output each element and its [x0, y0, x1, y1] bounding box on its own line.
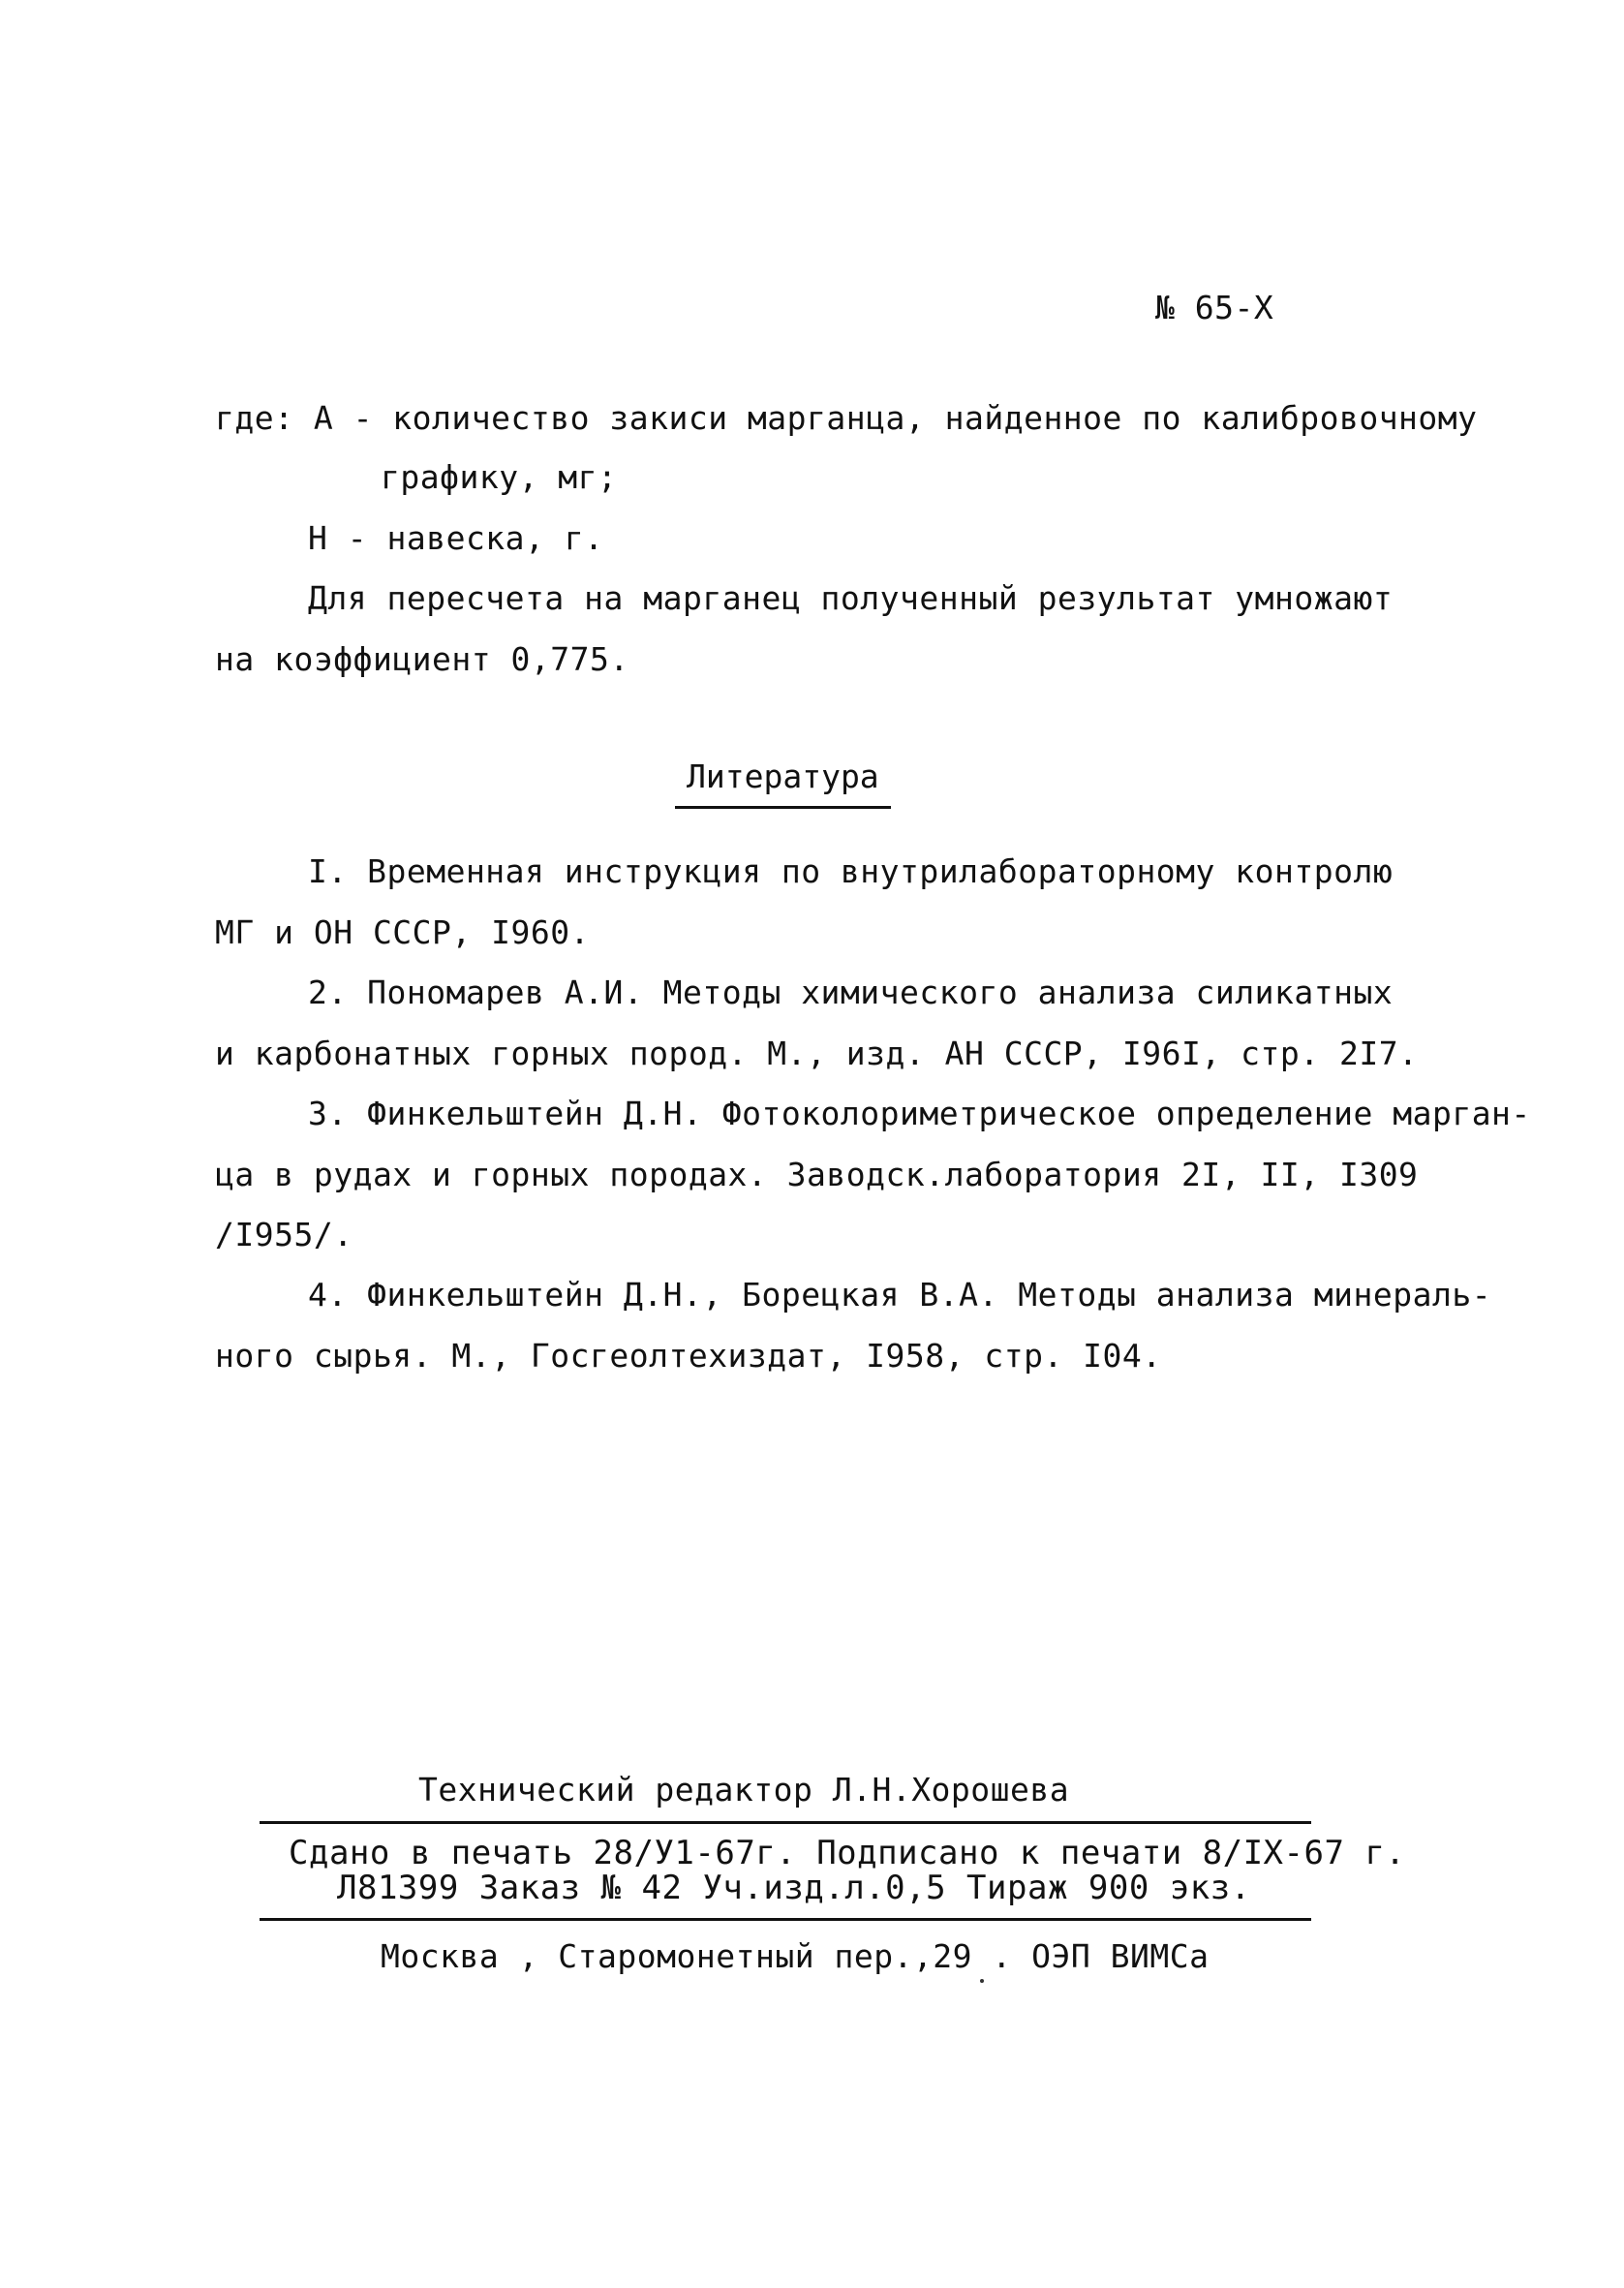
colophon-print-info-line-2: Л81399 Заказ № 42 Уч.изд.л.0,5 Тираж 900 экз.	[337, 1869, 1251, 1907]
where-definition-a-continued: графику, мг;	[381, 458, 618, 496]
document-number: № 65-Х	[1155, 289, 1274, 326]
print-speck	[980, 1979, 984, 1983]
literature-heading: Литература	[675, 758, 891, 809]
reference-4-line-2: ного сырья. М., Госгеолтехиздат, I958, стр. I04.	[215, 1337, 1162, 1375]
recalc-paragraph-line-1: Для пересчета на марганец полученный результат умножают	[308, 579, 1394, 617]
reference-1-line-1: I. Временная инструкция по внутрилабораторному контролю	[308, 852, 1394, 890]
reference-1-line-2: МГ и ОН СССР, I960.	[215, 913, 590, 951]
reference-3-line-1: 3. Финкельштейн Д.Н. Фотоколориметрическое определение марган-	[308, 1095, 1531, 1132]
technical-editor: Технический редактор Л.Н.Хорошева	[418, 1771, 1070, 1809]
reference-2-line-2: и карбонатных горных пород. М., изд. АН СССР, I96I, стр. 2I7.	[215, 1035, 1419, 1072]
colophon-rule-bottom	[260, 1918, 1311, 1921]
where-definition-a: где: А - количество закиси марганца, найденное по калибровочному	[215, 399, 1478, 437]
reference-2-line-1: 2. Пономарев А.И. Методы химического анализа силикатных	[308, 974, 1394, 1011]
recalc-paragraph-line-2: на коэффициент 0,775.	[215, 640, 629, 678]
colophon-rule-top	[260, 1821, 1311, 1824]
reference-3-line-3: /I955/.	[215, 1216, 353, 1253]
reference-4-line-1: 4. Финкельштейн Д.Н., Борецкая В.А. Методы анализа минераль-	[308, 1276, 1492, 1314]
colophon-print-info-line-1: Сдано в печать 28/У1-67г. Подписано к печати 8/IХ-67 г.	[289, 1834, 1406, 1872]
reference-3-line-2: ца в рудах и горных породах. Заводск.лаборатория 2I, II, I309	[215, 1156, 1419, 1193]
where-definition-h: Н - навеска, г.	[308, 519, 604, 557]
publisher-address: Москва , Старомонетный пер.,29 . ОЭП ВИМСа	[381, 1937, 1210, 1975]
